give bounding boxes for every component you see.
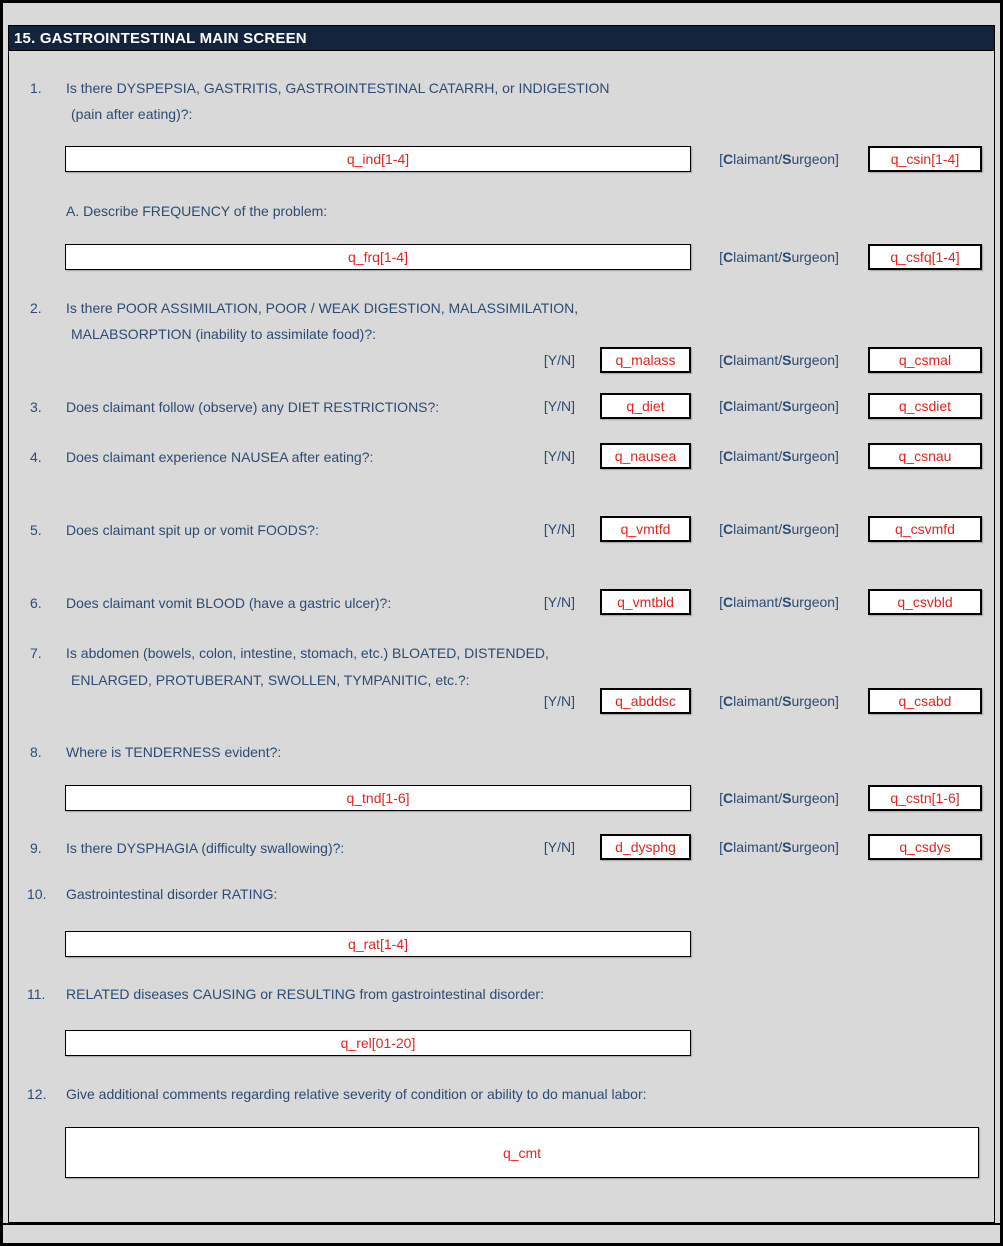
q-tnd-input[interactable]: q_tnd[1-6] (65, 785, 691, 811)
claimant-surgeon-label: [ C laimant/ S urgeon] (719, 521, 839, 537)
section-title: 15. GASTROINTESTINAL MAIN SCREEN (14, 29, 307, 47)
q-csfq-input[interactable]: q_csfq[1-4] (868, 244, 982, 270)
question-6-number: 6. (30, 595, 42, 611)
yn-label: [Y/N] (543, 594, 575, 610)
question-1-number: 1. (30, 80, 42, 96)
q-frq-input[interactable]: q_frq[1-4] (65, 244, 691, 270)
claimant-surgeon-label: [ C laimant/ S urgeon] (719, 790, 839, 806)
q-vmtfd-input[interactable]: q_vmtfd (600, 516, 691, 542)
yn-label: [Y/N] (543, 839, 575, 855)
question-10-number: 10. (27, 886, 47, 902)
claimant-surgeon-label: [ C laimant/ S urgeon] (719, 594, 839, 610)
q-csvbld-input[interactable]: q_csvbld (868, 589, 982, 615)
question-10-text: Gastrointestinal disorder RATING: (66, 886, 278, 902)
yn-label: [Y/N] (543, 352, 575, 368)
question-2-line2: MALABSORPTION (inability to assimilate food)?: (71, 326, 376, 342)
d-dysphg-input[interactable]: d_dysphg (600, 834, 691, 860)
question-12-text: Give additional comments regarding relative severity of condition or ability to do manual labor: (66, 1086, 647, 1102)
q-csdiet-input[interactable]: q_csdiet (868, 393, 982, 419)
bottom-strip (0, 1223, 1003, 1246)
question-7-line1: Is abdomen (bowels, colon, intestine, stomach, etc.) BLOATED, DISTENDED, (66, 645, 549, 661)
question-6-text: Does claimant vomit BLOOD (have a gastric ulcer)?: (66, 595, 392, 611)
q-malass-input[interactable]: q_malass (600, 347, 691, 373)
yn-label: [Y/N] (543, 521, 575, 537)
question-4-number: 4. (30, 449, 42, 465)
question-1-line1: Is there DYSPEPSIA, GASTRITIS, GASTROINTESTINAL CATARRH, or INDIGESTION (66, 80, 610, 96)
q-abddsc-input[interactable]: q_abddsc (600, 688, 691, 714)
q-csin-input[interactable]: q_csin[1-4] (868, 146, 982, 172)
yn-label: [Y/N] (543, 448, 575, 464)
question-2-line1: Is there POOR ASSIMILATION, POOR / WEAK DIGESTION, MALASSIMILATION, (66, 300, 579, 316)
claimant-surgeon-label: [ C laimant/ S urgeon] (719, 249, 839, 265)
question-3-number: 3. (30, 399, 42, 415)
q-nausea-input[interactable]: q_nausea (600, 443, 691, 469)
question-4-text: Does claimant experience NAUSEA after eating?: (66, 449, 374, 465)
q-csdys-input[interactable]: q_csdys (868, 834, 982, 860)
q-csvmfd-input[interactable]: q_csvmfd (868, 516, 982, 542)
claimant-surgeon-label: [ C laimant/ S urgeon] (719, 151, 839, 167)
yn-label: [Y/N] (543, 398, 575, 414)
question-11-text: RELATED diseases CAUSING or RESULTING from gastrointestinal disorder: (66, 986, 544, 1002)
section-header-bar (8, 25, 995, 51)
q-csmal-input[interactable]: q_csmal (868, 347, 982, 373)
question-2-number: 2. (30, 300, 42, 316)
claimant-surgeon-label: [ C laimant/ S urgeon] (719, 839, 839, 855)
question-9-number: 9. (30, 840, 42, 856)
question-11-number: 11. (27, 986, 46, 1002)
question-7-number: 7. (30, 645, 42, 661)
q-rel-input[interactable]: q_rel[01-20] (65, 1030, 691, 1056)
q-ind-input[interactable]: q_ind[1-4] (65, 146, 691, 172)
q-csnau-input[interactable]: q_csnau (868, 443, 982, 469)
q-vmtbld-input[interactable]: q_vmtbld (600, 589, 691, 615)
claimant-surgeon-label: [ C laimant/ S urgeon] (719, 693, 839, 709)
question-9-text: Is there DYSPHAGIA (difficulty swallowing)?: (66, 840, 345, 856)
q-cstn-input[interactable]: q_cstn[1-6] (868, 785, 982, 811)
claimant-surgeon-label: [ C laimant/ S urgeon] (719, 448, 839, 464)
question-1a-label: A. Describe FREQUENCY of the problem: (66, 203, 328, 219)
yn-label: [Y/N] (543, 693, 575, 709)
question-5-text: Does claimant spit up or vomit FOODS?: (66, 522, 319, 538)
question-3-text: Does claimant follow (observe) any DIET RESTRICTIONS?: (66, 399, 440, 415)
claimant-surgeon-label: [ C laimant/ S urgeon] (719, 352, 839, 368)
q-csabd-input[interactable]: q_csabd (868, 688, 982, 714)
question-8-number: 8. (30, 744, 42, 760)
q-cmt-input[interactable]: q_cmt (65, 1127, 979, 1178)
question-7-line2: ENLARGED, PROTUBERANT, SWOLLEN, TYMPANITIC, etc.?: (71, 672, 470, 688)
question-12-number: 12. (27, 1086, 47, 1102)
question-1-line2: (pain after eating)?: (71, 106, 193, 122)
claimant-surgeon-label: [ C laimant/ S urgeon] (719, 398, 839, 414)
q-rat-input[interactable]: q_rat[1-4] (65, 931, 691, 957)
question-5-number: 5. (30, 522, 42, 538)
q-diet-input[interactable]: q_diet (600, 393, 691, 419)
question-8-text: Where is TENDERNESS evident?: (66, 744, 282, 760)
